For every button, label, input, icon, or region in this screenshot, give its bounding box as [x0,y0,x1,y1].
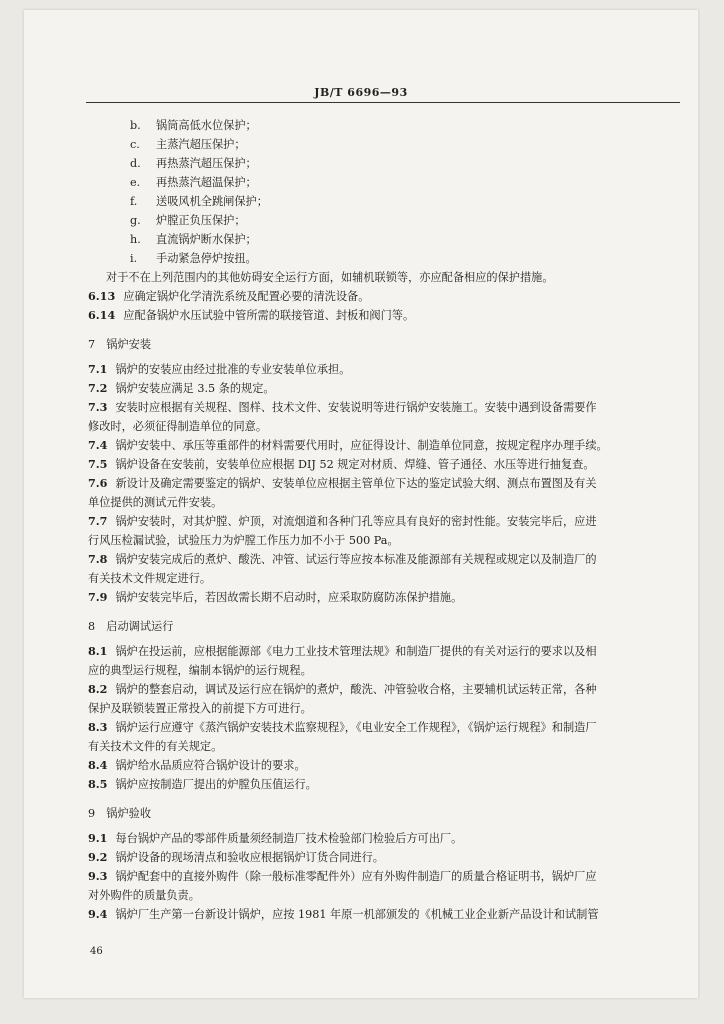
list-item: f. 送吸风机全跳闸保护； [130,195,268,208]
clause-7-1: 7.1 锅炉的安装应由经过批准的专业安装单位承担。 [88,362,351,376]
clause-8-4: 8.4 锅炉给水品质应符合锅炉设计的要求。 [88,758,306,772]
clause-7-9: 7.9 锅炉安装完毕后，若因故需长期不启动时，应采取防腐防冻保护措施。 [88,590,463,604]
clause-8-2: 8.2 锅炉的整套启动，调试及运行应在锅炉的煮炉，酸洗、冲管验收合格，主要辅机试运转正常，各种 保护及联锁装置正常投入的前提下方可进行。 [88,682,597,715]
clause-9-1: 9.1 每台锅炉产品的零部件质量须经制造厂技术检验部门检验后方可出厂。 [88,831,463,845]
clause-6-14: 6.14 应配备锅炉水压试验中管所需的联接管道、封板和阀门等。 [88,308,415,322]
clause-7-3: 7.3 安装时应根据有关规程、图样、技术文件、安装说明等进行锅炉安装施工。安装中遇到设备需要作 修改时，必须征得制造单位的同意。 [88,400,597,433]
clause-9-4: 9.4 锅炉厂生产第一台新设计锅炉，应按 1981 年原一机部颁发的《机械工业企业新产品设计和试制管 [88,907,599,921]
standard-code-header: JB/T 6696—93 [314,86,408,99]
clause-7-6: 7.6 新设计及确定需要鉴定的锅炉、安装单位应根据主管单位下达的鉴定试验大纲、测点布置图及有关 单位提供的测试元件安装。 [88,476,597,509]
clause-8-5: 8.5 锅炉应按制造厂提出的炉膛负压值运行。 [88,777,317,791]
clause-7-8: 7.8 锅炉安装完成后的煮炉、酸洗、冲管、试运行等应按本标准及能源部有关规程或规定以及制造厂的 有关技术文件规定进行。 [88,552,597,585]
section-title-8: 8 启动调试运行 [88,620,174,633]
clause-7-2: 7.2 锅炉安装应满足 3.5 条的规定。 [88,381,275,395]
list-item: h. 直流锅炉断水保护； [130,233,257,246]
section-title-7: 7 锅炉安装 [88,338,152,351]
page-number: 46 [90,946,103,957]
paragraph: 对于不在上列范围内的其他妨碍安全运行方面，如辅机联锁等，亦应配备相应的保护措施。 [106,271,554,284]
list-item: c. 主蒸汽超压保护； [130,138,246,151]
clause-7-4: 7.4 锅炉安装中、承压等重部件的材料需要代用时，应征得设计、制造单位同意，按规定程序办理手续。 [88,438,608,452]
clause-7-7: 7.7 锅炉安装时，对其炉膛、炉顶，对流烟道和各种门孔等应具有良好的密封性能。安装完毕后，应进 行风压检漏试验，试验压力为炉膛工作压力加不小于 500 Pa。 [88,514,597,547]
document-body [88,116,668,924]
section-title-9: 9 锅炉验收 [88,807,152,820]
clause-8-3: 8.3 锅炉运行应遵守《蒸汽锅炉安装技术监察规程》，《电业安全工作规程》，《锅炉运行规程》和制造厂 有关技术文件的有关规定。 [88,720,597,753]
list-item: i. 手动紧急停炉按扭。 [130,252,257,265]
clause-9-2: 9.2 锅炉设备的现场清点和验收应根据锅炉订货合同进行。 [88,850,384,864]
list-item: g. 炉膛正负压保护； [130,214,246,227]
clause-8-1: 8.1 锅炉在投运前，应根据能源部《电力工业技术管理法规》和制造厂提供的有关对运行的要求以及相 应的典型运行规程，编制本锅炉的运行规程。 [88,644,597,677]
clause-9-3: 9.3 锅炉配套中的直接外购件（除一般标准零配件外）应有外购件制造厂的质量合格证明书，锅炉厂应 对外购件的质量负责。 [88,869,597,902]
clause-6-13: 6.13 应确定锅炉化学清洗系统及配置必要的清洗设备。 [88,289,370,303]
clause-7-5: 7.5 锅炉设备在安装前，安装单位应根据 DIJ 52 规定对材质、焊缝、管子通径、水压等进行抽复查。 [88,457,595,471]
list-item: d. 再热蒸汽超压保护； [130,157,257,170]
list-item: e. 再热蒸汽超温保护； [130,176,257,189]
protection-list [88,116,668,268]
header-rule [86,102,680,103]
document-page [24,10,698,998]
list-item: b. 锅筒高低水位保护； [130,119,257,132]
